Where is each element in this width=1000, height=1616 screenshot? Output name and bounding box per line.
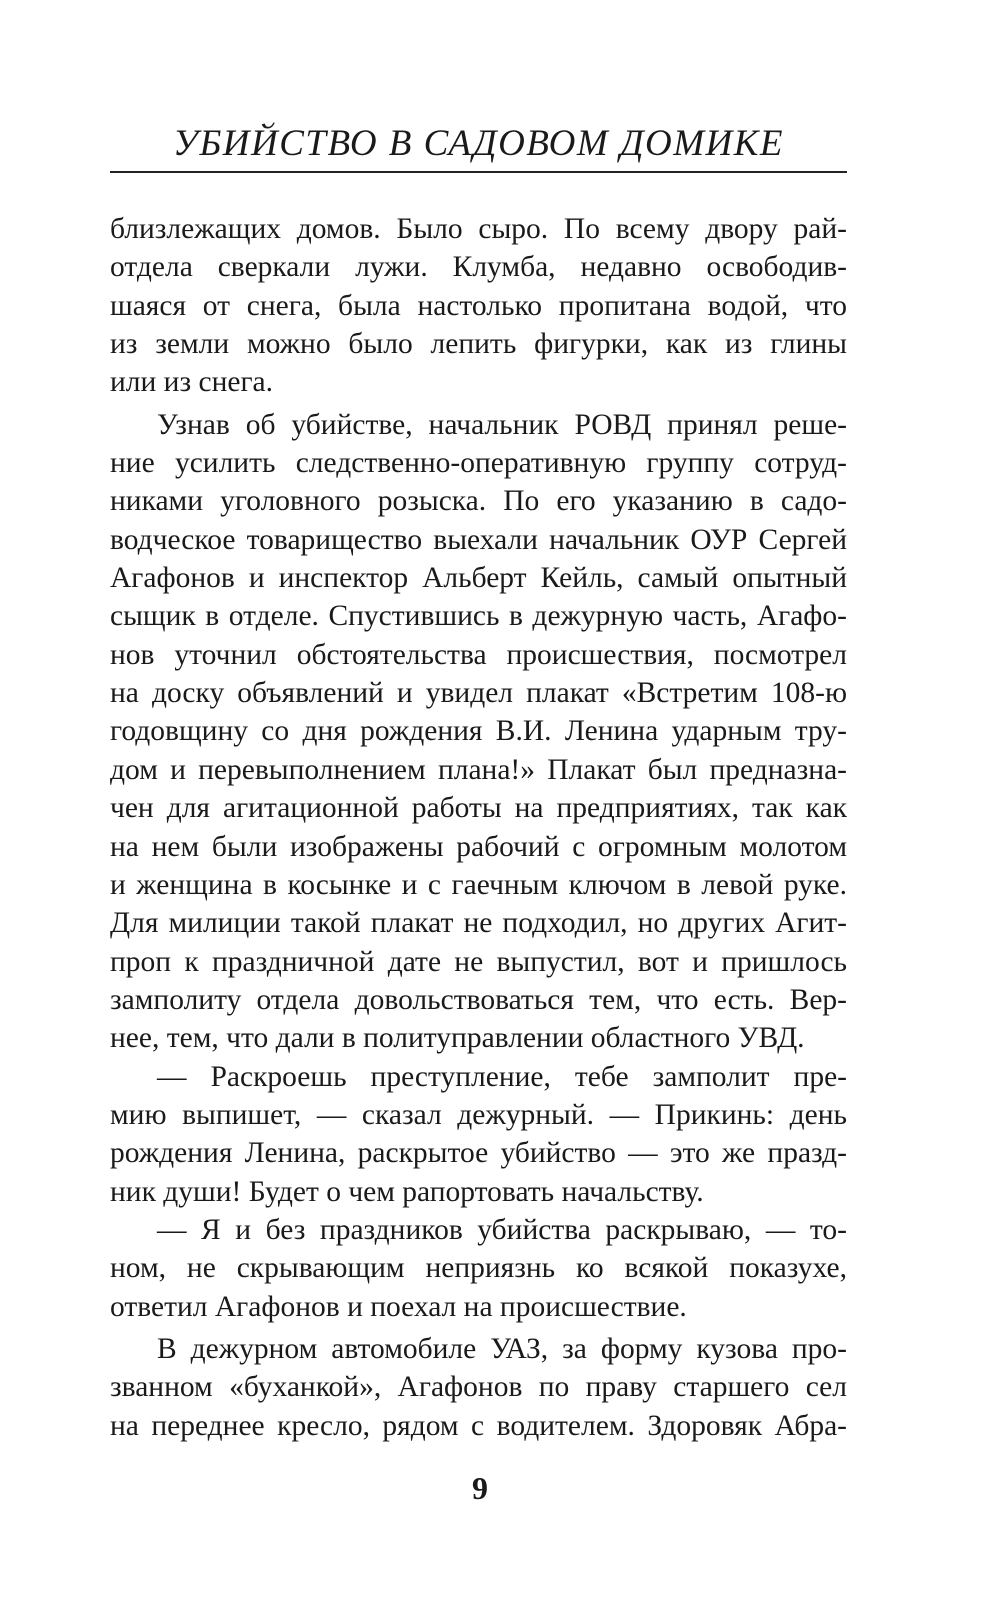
text-line: проп к праздничной дате не выпустил, вот и пришлось [110,945,847,978]
text-line: на нем были изображены рабочий с огромным молотом [110,830,847,863]
text-line: водческое товарищество выехали начальник ОУР Сергей [110,523,847,556]
text-line: или из снега. [110,366,274,399]
text-line: замполиту отдела довольствоваться тем, что есть. Вер- [110,983,847,1016]
text-line: нов уточнил обстоятельства происшествия, посмотрел [110,638,847,671]
text-line: званном «буханкой», Агафонов по праву старшего сел [110,1371,847,1404]
text-line: дом и перевыполнением плана!» Плакат был предназна- [110,753,847,786]
text-line: Узнав об убийстве, начальник РОВД принял реше- [157,408,847,441]
text-line: рождения Ленина, раскрытое убийство — это же празд- [110,1137,847,1170]
text-line: мию выпишет, — сказал дежурный. — Прикинь: день [110,1098,847,1131]
text-line: Агафонов и инспектор Альберт Кейль, самый опытный [110,562,847,595]
text-line: Для милиции такой плакат не подходил, но других Агит- [110,907,847,940]
text-line: и женщина в косынке и с гаечным ключом в левой руке. [110,868,847,901]
text-line: сыщик в отделе. Спустившись в дежурную часть, Агафо- [110,600,847,633]
text-line: близлежащих домов. Было сыро. По всему двору рай- [110,213,847,245]
text-line: годовщину со дня рождения В.И. Ленина ударным тру- [110,715,847,748]
text-line: ответил Агафонов и поехал на происшествие. [110,1290,687,1323]
text-line: — Я и без праздников убийства раскрываю, — то- [157,1213,847,1246]
text-line: на доску объявлений и увидел плакат «Встретим 108-ю [110,677,847,710]
page-number: 9 [472,1470,488,1506]
text-line: ние усилить следственно-оперативную группу сотруд- [110,447,847,480]
text-line: из земли можно было лепить фигурки, как из глины [110,328,847,361]
text-line: В дежурном автомобиле УАЗ, за форму кузова про- [157,1332,847,1365]
text-line: нее, тем, что дали в политуправлении областного УВД. [110,1022,805,1055]
text-line: — Раскроешь преступление, тебе замполит пре- [157,1060,847,1093]
body-text [110,210,847,1445]
text-line: никами уголовного розыска. По его указанию в садо- [110,485,847,518]
text-line: ник души! Будет о чем рапортовать начальству. [110,1175,704,1208]
text-line: отдела сверкали лужи. Клумба, недавно освободив- [110,251,847,284]
running-header-title: УБИЙСТВО В САДОВОМ ДОМИКЕ [173,123,784,164]
header-rule [110,171,847,173]
text-line: на переднее кресло, рядом с водителем. Здоровяк Абра- [110,1409,847,1442]
text-line: чен для агитационной работы на предприятиях, так как [110,792,847,825]
text-line: шаяся от снега, была настолько пропитана водой, что [110,289,847,322]
text-line: ном, не скрывающим неприязнь ко всякой показухе, [110,1252,847,1285]
